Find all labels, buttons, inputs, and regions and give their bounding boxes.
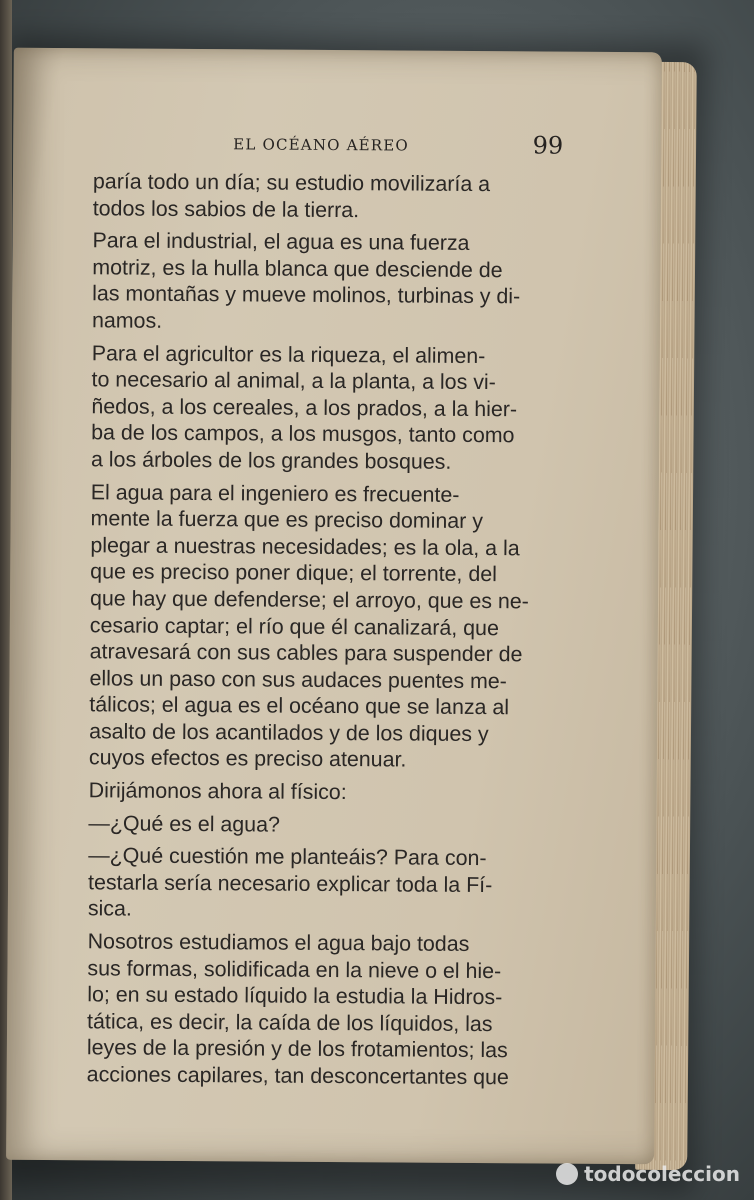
text-line: a los árboles de los grandes bosques. <box>90 447 452 474</box>
text-line: que es preciso poner dique; el torrente, del <box>90 559 497 587</box>
text-line: mente la fuerza que es preciso dominar y <box>90 506 484 534</box>
paragraph <box>93 168 563 224</box>
text-line: que hay que defenderse; el arroyo, que es ne- <box>89 586 529 614</box>
body-text <box>87 168 563 1091</box>
text-line: paría todo un día; su estudio movilizaría a <box>92 169 491 197</box>
paragraph <box>88 843 559 926</box>
text-line: ñedos, a los cereales, a los prados, a la hier- <box>91 394 518 422</box>
text-line: plegar a nuestras necesidades; es la ola, a la <box>90 533 520 561</box>
text-line: —¿Qué cuestión me planteáis? Para con- <box>88 843 487 871</box>
text-line: ellos un paso con sus audaces puentes me- <box>89 665 507 693</box>
text-line: testarla sería necesario explicar toda la Fí- <box>87 870 493 897</box>
watermark-text: todocoleccion <box>584 1162 740 1186</box>
text-line: ba de los campos, a los musgos, tanto como <box>91 420 515 448</box>
text-line: —¿Qué es el agua? <box>88 810 281 837</box>
text-line: El agua para el ingeniero es frecuente- <box>90 479 460 507</box>
running-head <box>93 128 563 171</box>
text-line: acciones capilares, tan desconcertantes que <box>86 1062 509 1090</box>
text-line: tálicos; el agua es el océano que se lanza al <box>89 692 510 720</box>
text-line: atravesará con sus cables para suspender de <box>89 639 523 667</box>
page-number: 99 <box>532 131 564 160</box>
paragraph <box>87 928 558 1091</box>
text-line: tática, es decir, la caída de los líquidos, las <box>87 1009 493 1036</box>
text-line: cesario captar; el río que él canalizará, que <box>89 612 499 640</box>
text-line: las montañas y mueve molinos, turbinas y di- <box>92 281 521 309</box>
running-title: EL OCÉANO AÉREO <box>233 135 410 155</box>
paragraph <box>88 810 558 840</box>
text-line: sica. <box>87 896 132 922</box>
watermark <box>556 1162 740 1186</box>
text-line: Para el agricultor es la riqueza, el alimen- <box>91 340 486 368</box>
text-line: lo; en su estado líquido la estudia la Hidros- <box>87 982 503 1010</box>
text-line: sus formas, solidificada en la nieve o el hie- <box>87 955 502 983</box>
text-line: motriz, es la hulla blanca que desciende de <box>92 255 503 282</box>
paragraph <box>89 479 561 775</box>
page-content <box>87 128 564 1097</box>
text-line: Dirijámonos ahora al físico: <box>88 778 347 805</box>
text-line: Para el industrial, el agua es una fuerza <box>92 228 470 256</box>
book-page <box>6 48 662 1164</box>
text-line: cuyos efectos es preciso atenuar. <box>88 745 407 772</box>
text-line: to necesario al animal, a la planta, a los vi- <box>91 367 496 395</box>
text-line: leyes de la presión y de los frotamientos; las <box>86 1035 508 1063</box>
paragraph <box>91 340 562 476</box>
paragraph <box>89 777 559 807</box>
text-line: todos los sabios de la tierra. <box>92 195 360 222</box>
text-line: namos. <box>91 308 163 333</box>
text-line: asalto de los acantilados y de los diques y <box>89 719 489 746</box>
watermark-logo-icon <box>556 1163 578 1185</box>
paragraph <box>92 227 563 337</box>
text-line: Nosotros estudiamos el agua bajo todas <box>87 929 470 956</box>
